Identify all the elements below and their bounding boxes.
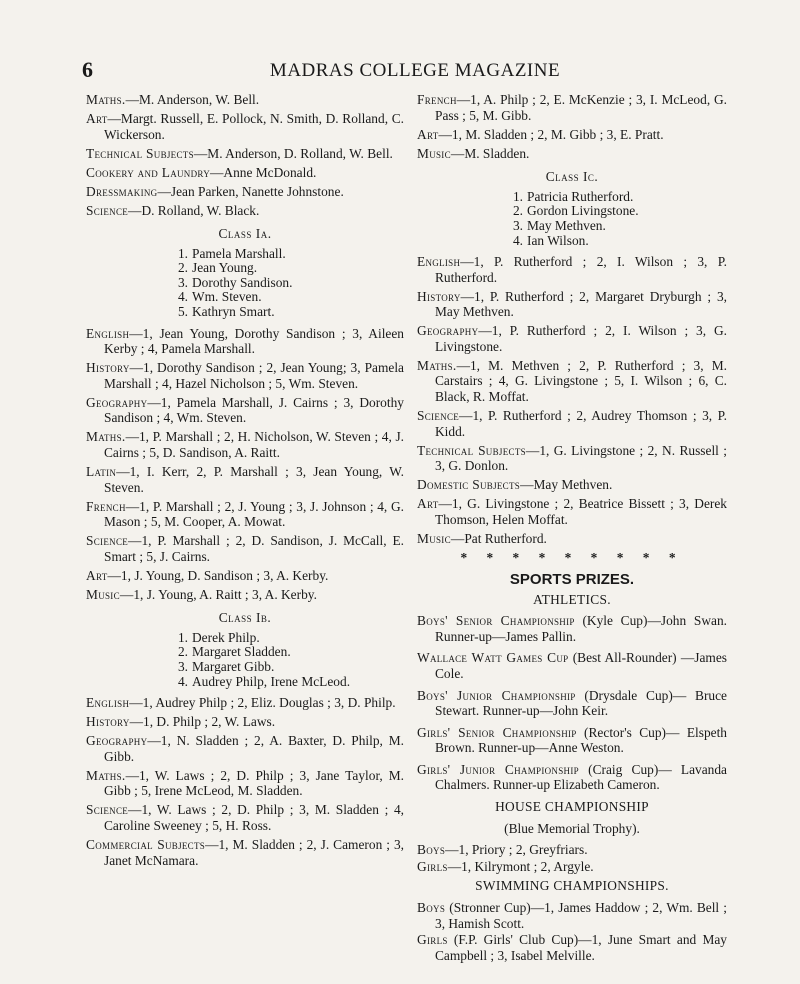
page-number: 6 [82,57,93,82]
section-separator: * * * * * * * * * [460,550,684,566]
prize-entry [86,837,404,868]
rank-item [509,204,727,219]
subject-label: Latin [86,463,117,479]
subject-label: Technical Subjects [86,145,194,161]
rank-item [174,645,404,660]
class-ia-heading: Class Ia. [218,226,272,242]
prize-entry [86,146,404,162]
house-championship-subheading: (Blue Memorial Trophy). [504,820,640,836]
rank-item [174,660,404,675]
prize-winners: —1, P. Rutherford ; 2, Audrey Thomson ; 3, P. Kidd. [435,408,727,439]
prize-winners: —Margt. Russell, E. Pollock, N. Smith, D. Rolland, C. Wickerson. [104,110,404,142]
prize-winners: —Anne McDonald. [210,164,317,180]
subject-label: History [86,360,130,376]
rank-name: Margaret Sladden. [192,644,291,660]
prize-winners: —1, N. Sladden ; 2, A. Baxter, D. Philp, M. Gibb. [104,733,404,764]
prize-winners: —D. Rolland, W. Black. [128,202,260,218]
prize-winners: (Rector's Cup)— Elspeth Brown. Runner-up—Anne Weston. [435,724,727,756]
class-ib-heading: Class Ib. [218,610,272,626]
subject-label: English [86,325,130,341]
rank-number: 4. [177,289,188,305]
prize-winners: —1, J. Young, D. Sandison ; 3, A. Kerby. [107,567,329,583]
prize-entry [417,477,727,493]
prize-entry [86,203,404,219]
prize-entry [417,92,727,123]
prize-entry [417,254,727,285]
prize-winners: —1, P. Rutherford ; 2, Margaret Dryburgh ; 3, May Methven. [435,288,727,320]
prize-entry [86,92,404,108]
rank-number: 3. [512,217,523,233]
prize-entry [86,464,404,495]
subject-label: Art [417,126,439,142]
prize-winners: —1, P. Rutherford ; 2, I. Wilson ; 3, G. Livingstone. [435,323,727,354]
prize-winners: —1, P. Rutherford ; 2, I. Wilson ; 3, P. Rutherford. [435,254,727,285]
rank-number: 2. [177,644,188,660]
prize-entry [417,842,727,858]
rank-item [174,290,404,305]
subject-label: English [86,695,130,711]
prize-winners: —M. Anderson, D. Rolland, W. Bell. [193,145,393,161]
athletics-prizes [417,613,727,793]
prize-winners: —1, P. Marshall ; 2, D. Sandison, J. McCall, E. Smart ; 5, J. Cairns. [104,533,404,564]
prize-entry [86,184,404,200]
prize-winners: —1, M. Methven ; 2, P. Rutherford ; 3, M. Carstairs ; 4, G. Livingstone ; 5, I. Wilson ; 6, C. Black, R. Moffat. [435,357,727,405]
prize-entry [417,289,727,320]
prize-entry [417,859,727,875]
rank-number: 3. [177,659,188,675]
prize-entry [417,358,727,405]
subject-label: Cookery and Laundry [86,164,211,180]
prize-entry [417,650,727,681]
prize-entry [417,496,727,527]
rank-name: Jean Young. [192,260,258,276]
subject-label: History [417,288,461,304]
rank-number: 4. [177,673,188,689]
subject-label: Boys [417,900,446,916]
rank-item [509,219,727,234]
prize-entry [86,587,404,603]
swimming-heading: SWIMMING CHAMPIONSHIPS. [475,878,669,894]
rank-item [174,261,404,276]
subject-label: Maths. [417,357,457,373]
subject-label: Domestic Subjects [417,477,521,493]
house-championship-results [417,842,727,874]
subject-label: Technical Subjects [417,442,526,458]
prize-winners: (Stronner Cup)—1, James Haddow ; 2, Wm. Bell ; 3, Hamish Scott. [435,900,727,931]
prize-entry [417,762,727,793]
subject-label: Dressmaking [86,183,158,199]
prize-entry [417,127,727,143]
prize-entry [86,733,404,764]
rank-item [509,234,727,249]
prize-winners: (Best All-Rounder) —James Cole. [435,650,727,681]
rank-item [174,305,404,320]
prize-entry [86,165,404,181]
subject-label: Girls [417,932,448,948]
prize-winners: —1, Audrey Philp ; 2, Eliz. Douglas ; 3, D. Philp. [129,695,396,711]
prize-entry [86,429,404,460]
subject-label: Geography [417,323,479,339]
prize-entry [417,531,727,547]
subject-label: Science [86,202,129,218]
subject-label: French [86,498,126,514]
rank-item [174,631,404,646]
subject-label: Maths. [86,429,126,445]
prize-winners: —1, Dorothy Sandison ; 2, Jean Young; 3, Pamela Marshall ; 4, Hazel Nicholson ; 5, Wm. Steven. [104,360,404,391]
prize-entry [86,714,404,730]
house-championship-heading: HOUSE CHAMPIONSHIP [495,799,649,815]
prize-entry [86,533,404,564]
subject-label: Music [417,530,451,546]
prize-winners: (Drysdale Cup)— Bruce Stewart. Runner-up—John Keir. [435,687,727,719]
subject-label: Art [86,567,108,583]
prize-winners: —1, W. Laws ; 2, D. Philp ; 3, M. Sladden ; 4, Caroline Sweeney ; 5, H. Ross. [104,802,404,833]
rank-number: 2. [512,203,523,219]
prize-entry [86,695,404,711]
subject-label: History [86,714,130,730]
right-top-entries [417,92,727,161]
prize-winners: —1, A. Philp ; 2, E. McKenzie ; 3, I. McLeod, G. Pass ; 5, M. Gibb. [435,92,727,123]
subject-label: English [417,254,461,270]
rank-number: 1. [177,629,188,645]
prize-entry [86,568,404,584]
subject-label: Science [86,533,129,549]
rank-name: Margaret Gibb. [192,659,275,675]
class-ic-prizes [417,254,727,546]
prize-winners: —1, Pamela Marshall, J. Cairns ; 3, Dorothy Sandison ; 4, Wm. Steven. [104,394,404,426]
rank-item [174,247,404,262]
prize-winners: —M. Anderson, W. Bell. [125,92,260,107]
rank-name: Gordon Livingstone. [527,203,639,219]
prize-entry [86,768,404,799]
prize-entry [86,802,404,833]
prize-winners: —1, Kilrymont ; 2, Argyle. [447,858,594,874]
subject-label: Maths. [86,767,126,783]
subject-label: French [417,92,457,107]
subject-label: Geography [86,733,148,749]
prize-winners: —1, G. Livingstone ; 2, N. Russell ; 3, G. Donlon. [435,442,727,474]
rank-number: 1. [177,245,188,261]
subject-label: Commercial Subjects [86,836,206,852]
prize-entry [417,613,727,644]
prize-entry [417,688,727,719]
rank-item [174,675,404,690]
left-column [86,92,404,872]
subject-label: Geography [86,394,148,410]
rank-number: 3. [177,274,188,290]
subject-label: Girls' Junior Championship [417,761,579,777]
prize-winners: (F.P. Girls' Club Cup)—1, June Smart and May Campbell ; 3, Isabel Melville. [435,932,727,963]
prize-entry [86,360,404,391]
subject-label: Art [417,496,439,512]
prize-winners: —1, Jean Young, Dorothy Sandison ; 3, Aileen Kerby ; 4, Pamela Marshall. [104,325,404,357]
sports-prizes-title: SPORTS PRIZES. [509,570,635,588]
rank-number: 2. [177,260,188,276]
rank-item [509,190,727,205]
rank-number: 5. [177,304,188,320]
class-ic-ranking [417,190,727,248]
subject-label: Music [86,586,120,602]
subject-label: Boys' Senior Championship [417,613,575,629]
prize-winners: —1, I. Kerr, 2, P. Marshall ; 3, Jean Young, W. Steven. [104,463,404,495]
left-top-entries [86,92,404,218]
rank-name: Dorothy Sandison. [192,274,293,290]
prize-winners: (Kyle Cup)—John Swan. Runner-up—James Pallin. [435,613,727,644]
prize-winners: —1, P. Marshall ; 2, H. Nicholson, W. Steven ; 4, J. Cairns ; 5, D. Sandison, A. Raitt. [104,429,404,460]
rank-name: Kathryn Smart. [192,304,275,320]
subject-label: Science [417,408,460,424]
prize-winners: —1, M. Sladden ; 2, J. Cameron ; 3, Janet McNamara. [104,836,405,868]
prize-entry [417,900,727,931]
rank-name: Pamela Marshall. [192,245,286,261]
rank-item [174,276,404,291]
swimming-results [417,900,727,963]
prize-winners: —1, G. Livingstone ; 2, Beatrice Bissett ; 3, Derek Thomson, Helen Moffat. [435,496,727,527]
class-ic-heading: Class Ic. [545,169,599,185]
prize-winners: —1, D. Philp ; 2, W. Laws. [129,714,276,730]
prize-entry [86,499,404,530]
prize-winners: —1, M. Sladden ; 2, M. Gibb ; 3, E. Pratt. [438,126,664,142]
prize-entry [86,395,404,426]
rank-name: Patricia Rutherford. [527,188,634,204]
prize-entry [86,111,404,142]
class-ib-prizes [86,695,404,868]
prize-entry [417,725,727,756]
prize-winners: —1, W. Laws ; 2, D. Philp ; 3, Jane Taylor, M. Gibb ; 5, Irene McLeod, M. Sladden. [104,767,404,799]
prize-entry [417,146,727,162]
subject-label: Boys [417,842,446,858]
rank-name: Ian Wilson. [527,232,589,248]
class-ia-prizes [86,326,404,603]
right-column [417,92,727,964]
rank-name: May Methven. [527,217,606,233]
subject-label: Art [86,110,108,126]
subject-label: Girls' Senior Championship [417,724,577,740]
subject-label: Wallace Watt Games Cup [417,650,569,666]
class-ia-ranking [86,247,404,320]
prize-winners: —Jean Parken, Nanette Johnstone. [157,183,344,199]
rank-name: Wm. Steven. [192,289,262,305]
subject-label: Boys' Junior Championship [417,687,576,703]
class-ib-ranking [86,631,404,689]
rank-name: Derek Philp. [192,629,260,645]
prize-winners: —Pat Rutherford. [450,530,547,546]
rank-name: Audrey Philp, Irene McLeod. [192,673,351,689]
rank-number: 4. [512,232,523,248]
rank-number: 1. [512,188,523,204]
athletics-heading: ATHLETICS. [533,591,611,607]
prize-winners: —M. Sladden. [450,145,530,161]
prize-entry [417,323,727,354]
prize-entry [86,326,404,357]
prize-winners: —May Methven. [520,477,613,493]
subject-label: Maths. [86,92,126,107]
subject-label: Girls [417,858,448,874]
prize-winners: —1, P. Marshall ; 2, J. Young ; 3, J. Johnson ; 4, G. Mason ; 5, M. Cooper, A. Mowat. [104,498,404,530]
prize-entry [417,408,727,439]
prize-winners: —1, Priory ; 2, Greyfriars. [445,842,588,858]
prize-entry [417,443,727,474]
running-title: MADRAS COLLEGE MAGAZINE [269,60,561,81]
prize-entry [417,932,727,963]
subject-label: Music [417,145,451,161]
prize-winners: (Craig Cup)— Lavanda Chalmers. Runner-up Elizabeth Cameron. [435,761,727,793]
prize-winners: —1, J. Young, A. Raitt ; 3, A. Kerby. [119,586,317,602]
subject-label: Science [86,802,129,818]
